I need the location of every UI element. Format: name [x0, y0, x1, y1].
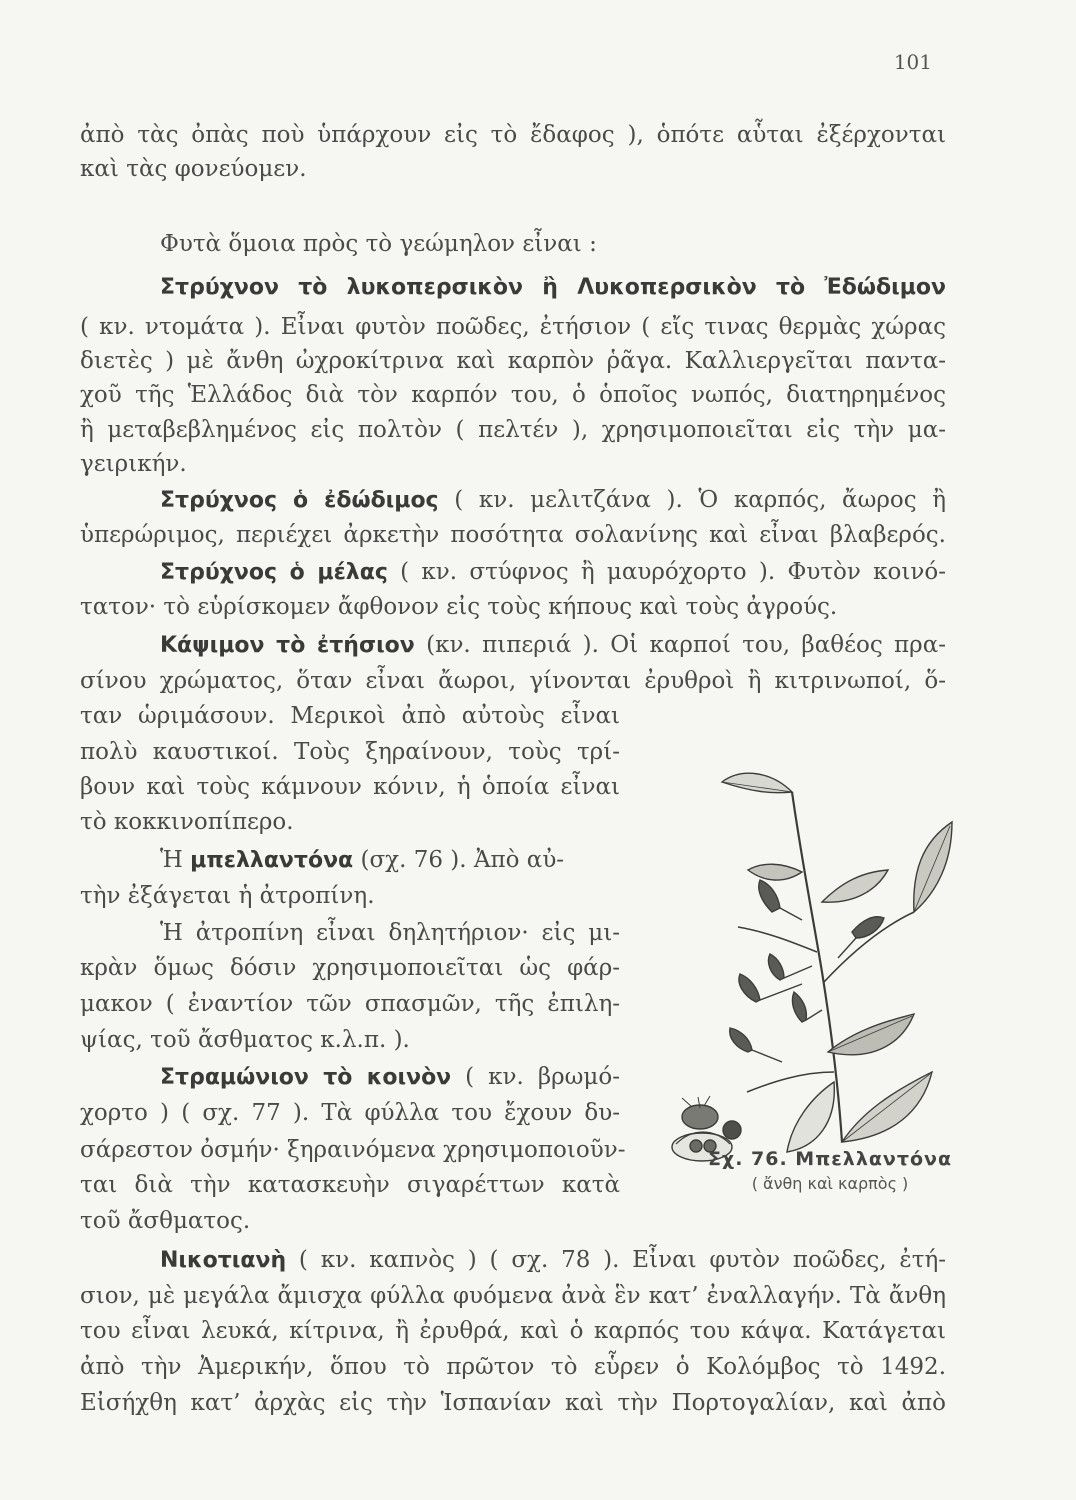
term: Νικοτιανὴ [160, 1248, 287, 1273]
text-line: τὴν ἐξάγεται ἡ ἀτροπίνη. [80, 883, 375, 909]
section-heading: Στρύχνον τὸ λυκοπερσικὸν ἢ Λυκοπερσικὸν τὸ Ἐδώδιμον [160, 275, 946, 300]
belladonna-illustration [652, 752, 962, 1172]
text-line: τὸ κοκκινοπίπερο. [80, 809, 294, 835]
text-line: μακον ( ἐναντίον τῶν σπασμῶν, τῆς ἐπιλη- [80, 991, 620, 1017]
text-line: ταν ὡριμάσουν. Μερικοὶ ἀπὸ αὐτοὺς εἶναι [80, 703, 620, 729]
text-line: Φυτὰ ὅμοια πρὸς τὸ γεώμηλον εἶναι : [160, 231, 597, 257]
text-line: ὑπερώριμος, περιέχει ἀρκετὴν ποσότητα σολανίνης καὶ εἶναι βλαβερός. [80, 522, 946, 548]
term: Κάψιμον τὸ ἐτήσιον [160, 633, 415, 658]
term: Στρύχνος ὁ μέλας [160, 560, 388, 585]
text-line: σίνου χρώματος, ὅταν εἶναι ἄωροι, γίνονται ἐρυθροὶ ἢ κιτρινωποί, ὅ- [80, 668, 946, 694]
text-line: βουν καὶ τοὺς κάμνουν κόνιν, ἡ ὁποία εἶναι [80, 774, 620, 800]
text-line: Κάψιμον τὸ ἐτήσιον (κν. πιπεριά ). Οἱ καρποί του, βαθέος πρα- [160, 632, 947, 658]
text-line: Ἡ ἀτροπίνη εἶναι δηλητήριον· εἰς μι- [160, 920, 620, 946]
text-line: ται διὰ τὴν κατασκευὴν σιγαρέττων κατὰ [80, 1172, 620, 1198]
text-line: ( κν. ντομάτα ). Εἶναι φυτὸν ποῶδες, ἐτήσιον ( εἴς τινας θερμὰς χώρας [80, 314, 946, 340]
figure-caption-title: Σχ. 76. Μπελλαντόνα [707, 1148, 953, 1170]
text-line: ἢ μεταβεβλημένος εἰς πολτὸν ( πελτέν ), χρησιμοποιεῖται εἰς τὴν μα- [80, 417, 946, 443]
text-line: διετὲς ) μὲ ἄνθη ὠχροκίτρινα καὶ καρπὸν ῥᾶγα. Καλλιεργεῖται παντα- [80, 348, 946, 374]
text-line: γειρικήν. [80, 451, 187, 477]
text-line: σάρεστον ὀσμήν· ξηραινόμενα χρησιμοποιοῦν- [80, 1137, 626, 1163]
text-line: Στραμώνιον τὸ κοινὸν ( κν. βρωμό- [160, 1064, 620, 1090]
text-line: πολὺ καυστικοί. Τοὺς ξηραίνουν, τοὺς τρί- [80, 739, 620, 765]
text-line: χορτο ) ( σχ. 77 ). Τὰ φύλλα του ἔχουν δυ- [80, 1100, 620, 1126]
text-line: καὶ τὰς φονεύομεν. [80, 156, 307, 182]
text-line: ἀπὸ τὰς ὀπὰς ποὺ ὑπάρχουν εἰς τὸ ἔδαφος ), ὁπότε αὗται ἐξέρχονται [80, 122, 946, 148]
text-line: Ἡ μπελλαντόνα (σχ. 76 ). Ἀπὸ αὐ- [160, 847, 565, 873]
page-number: 101 [893, 50, 932, 74]
text-line: Στρύχνος ὁ ἐδώδιμος ( κν. μελιτζάνα ). Ὁ καρπός, ἄωρος ἢ [160, 487, 946, 513]
text-line: ψίας, τοῦ ἄσθματος κ.λ.π. ). [80, 1027, 410, 1053]
text-line: Στρύχνος ὁ μέλας ( κν. στύφνος ἢ μαυρόχορτο ). Φυτὸν κοινό- [160, 559, 946, 585]
text-line: Εἰσήχθη κατ’ ἀρχὰς εἰς τὴν Ἱσπανίαν καὶ τὴν Πορτογαλίαν, καὶ ἀπὸ [80, 1390, 946, 1416]
text-line: τοῦ ἄσθματος. [80, 1208, 251, 1234]
text-line: τατον· τὸ εὑρίσκομεν ἄφθονον εἰς τοὺς κήπους καὶ τοὺς ἀγρούς. [80, 594, 838, 620]
text-line: ἀπὸ τὴν Ἀμερικήν, ὅπου τὸ πρῶτον τὸ εὗρεν ὁ Κολόμβος τὸ 1492. [80, 1354, 946, 1380]
text-line: κρὰν ὅμως δόσιν χρησιμοποιεῖται ὡς φάρ- [80, 955, 620, 981]
text-line: Νικοτιανὴ ( κν. καπνὸς ) ( σχ. 78 ). Εἶναι φυτὸν ποῶδες, ἐτή- [160, 1247, 946, 1273]
figure-caption [690, 1148, 970, 1193]
text-line: σιον, μὲ μεγάλα ἄμισχα φύλλα φυόμενα ἀνὰ ἓν κατ’ ἐναλλαγήν. Τὰ ἄνθη [80, 1283, 946, 1309]
term: μπελλαντόνα [190, 848, 354, 873]
term: Στρύχνος ὁ ἐδώδιμος [160, 488, 439, 513]
text-line: χοῦ τῆς Ἑλλάδος διὰ τὸν καρπόν του, ὁ ὁποῖος νωπός, διατηρημένος [80, 382, 946, 408]
term: Στραμώνιον τὸ κοινὸν [160, 1065, 452, 1090]
text-line: του εἶναι λευκά, κίτρινα, ἢ ἐρυθρά, καὶ ὁ καρπός του κάψα. Κατάγεται [80, 1318, 946, 1344]
figure-caption-subtitle: ( ἄνθη καὶ καρπὸς ) [751, 1174, 909, 1193]
